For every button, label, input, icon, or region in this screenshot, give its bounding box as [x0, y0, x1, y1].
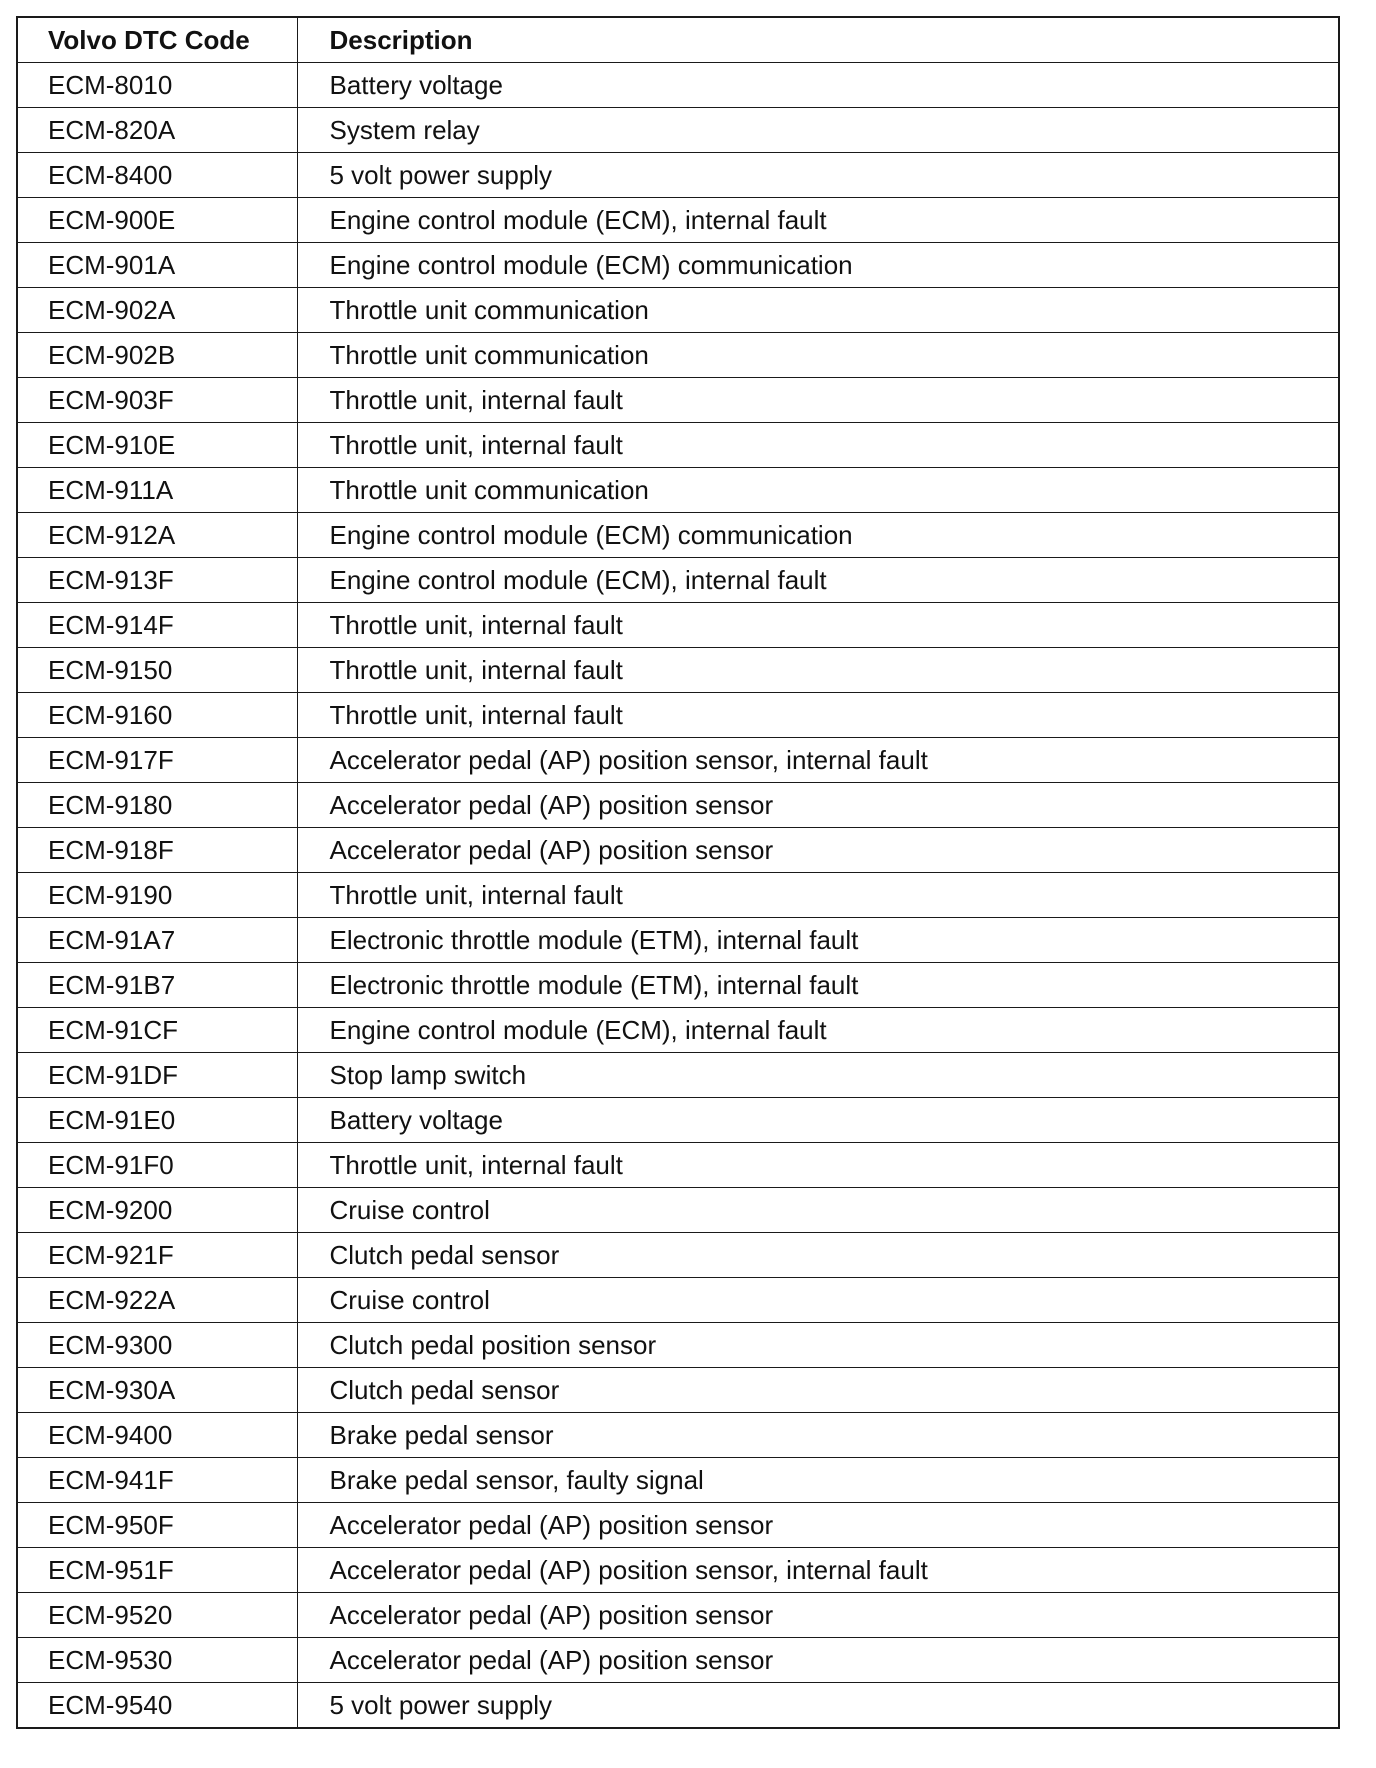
dtc-description-cell: Throttle unit, internal fault [297, 873, 1339, 918]
dtc-code-cell: ECM-91E0 [17, 1098, 297, 1143]
dtc-description-cell: Brake pedal sensor, faulty signal [297, 1458, 1339, 1503]
dtc-code-cell: ECM-9400 [17, 1413, 297, 1458]
table-row [17, 288, 1339, 333]
dtc-code-cell: ECM-930A [17, 1368, 297, 1413]
table-row [17, 423, 1339, 468]
table-row [17, 333, 1339, 378]
table-row [17, 873, 1339, 918]
dtc-code-cell: ECM-91F0 [17, 1143, 297, 1188]
table-row [17, 693, 1339, 738]
table-row [17, 1503, 1339, 1548]
table-row [17, 828, 1339, 873]
table-row [17, 1008, 1339, 1053]
table-row [17, 1638, 1339, 1683]
dtc-description-cell: Cruise control [297, 1278, 1339, 1323]
table-row [17, 648, 1339, 693]
dtc-description-cell: 5 volt power supply [297, 153, 1339, 198]
dtc-description-cell: Throttle unit, internal fault [297, 423, 1339, 468]
table-row [17, 1053, 1339, 1098]
dtc-code-cell: ECM-911A [17, 468, 297, 513]
table-row [17, 1188, 1339, 1233]
dtc-code-cell: ECM-91CF [17, 1008, 297, 1053]
header-description: Description [297, 17, 1339, 63]
table-row [17, 1458, 1339, 1503]
dtc-code-cell: ECM-9150 [17, 648, 297, 693]
dtc-description-cell: Throttle unit, internal fault [297, 1143, 1339, 1188]
dtc-code-cell: ECM-941F [17, 1458, 297, 1503]
dtc-description-cell: Throttle unit communication [297, 288, 1339, 333]
table-row [17, 378, 1339, 423]
dtc-code-cell: ECM-91B7 [17, 963, 297, 1008]
dtc-description-cell: Throttle unit, internal fault [297, 378, 1339, 423]
dtc-description-cell: Clutch pedal sensor [297, 1368, 1339, 1413]
dtc-description-cell: Battery voltage [297, 1098, 1339, 1143]
dtc-description-cell: Electronic throttle module (ETM), internal fault [297, 918, 1339, 963]
table-row [17, 153, 1339, 198]
dtc-code-table [16, 16, 1340, 1729]
table-row [17, 468, 1339, 513]
dtc-description-cell: Brake pedal sensor [297, 1413, 1339, 1458]
table-header [17, 17, 1339, 63]
table-row [17, 1098, 1339, 1143]
dtc-code-cell: ECM-9160 [17, 693, 297, 738]
dtc-code-cell: ECM-820A [17, 108, 297, 153]
dtc-code-cell: ECM-917F [17, 738, 297, 783]
dtc-description-cell: Engine control module (ECM) communication [297, 243, 1339, 288]
table-row [17, 558, 1339, 603]
table-row [17, 63, 1339, 108]
dtc-code-cell: ECM-902B [17, 333, 297, 378]
table-row [17, 603, 1339, 648]
dtc-description-cell: Cruise control [297, 1188, 1339, 1233]
dtc-code-cell: ECM-9530 [17, 1638, 297, 1683]
dtc-code-cell: ECM-8010 [17, 63, 297, 108]
dtc-description-cell: Engine control module (ECM), internal fault [297, 558, 1339, 603]
table-row [17, 738, 1339, 783]
table-row [17, 783, 1339, 828]
dtc-description-cell: Battery voltage [297, 63, 1339, 108]
table-row [17, 918, 1339, 963]
table-row [17, 198, 1339, 243]
dtc-description-cell: Throttle unit, internal fault [297, 648, 1339, 693]
table-row [17, 1548, 1339, 1593]
dtc-code-cell: ECM-9200 [17, 1188, 297, 1233]
dtc-description-cell: Throttle unit communication [297, 468, 1339, 513]
table-row [17, 1143, 1339, 1188]
dtc-description-cell: Throttle unit, internal fault [297, 603, 1339, 648]
dtc-code-cell: ECM-91DF [17, 1053, 297, 1098]
table-row [17, 108, 1339, 153]
dtc-description-cell: Accelerator pedal (AP) position sensor [297, 1503, 1339, 1548]
dtc-description-cell: Throttle unit, internal fault [297, 693, 1339, 738]
dtc-code-cell: ECM-950F [17, 1503, 297, 1548]
dtc-code-cell: ECM-902A [17, 288, 297, 333]
dtc-code-cell: ECM-910E [17, 423, 297, 468]
dtc-description-cell: Accelerator pedal (AP) position sensor [297, 1638, 1339, 1683]
table-row [17, 1323, 1339, 1368]
table-row [17, 243, 1339, 288]
dtc-code-cell: ECM-903F [17, 378, 297, 423]
table-row [17, 1413, 1339, 1458]
dtc-code-cell: ECM-901A [17, 243, 297, 288]
dtc-description-cell: Engine control module (ECM) communication [297, 513, 1339, 558]
table-row [17, 1233, 1339, 1278]
dtc-code-cell: ECM-9520 [17, 1593, 297, 1638]
dtc-description-cell: Accelerator pedal (AP) position sensor [297, 1593, 1339, 1638]
table-body [17, 63, 1339, 1729]
header-code: Volvo DTC Code [17, 17, 297, 63]
dtc-code-cell: ECM-913F [17, 558, 297, 603]
dtc-description-cell: Electronic throttle module (ETM), internal fault [297, 963, 1339, 1008]
dtc-code-cell: ECM-912A [17, 513, 297, 558]
dtc-description-cell: Engine control module (ECM), internal fault [297, 1008, 1339, 1053]
dtc-code-cell: ECM-951F [17, 1548, 297, 1593]
dtc-description-cell: Accelerator pedal (AP) position sensor [297, 783, 1339, 828]
header-row [17, 17, 1339, 63]
table-row [17, 1683, 1339, 1729]
dtc-code-cell: ECM-918F [17, 828, 297, 873]
dtc-code-cell: ECM-900E [17, 198, 297, 243]
dtc-code-cell: ECM-922A [17, 1278, 297, 1323]
dtc-code-cell: ECM-9300 [17, 1323, 297, 1368]
table-row [17, 1593, 1339, 1638]
dtc-code-cell: ECM-9180 [17, 783, 297, 828]
dtc-code-cell: ECM-914F [17, 603, 297, 648]
dtc-description-cell: Accelerator pedal (AP) position sensor [297, 828, 1339, 873]
dtc-code-cell: ECM-91A7 [17, 918, 297, 963]
table-row [17, 1368, 1339, 1413]
dtc-description-cell: Stop lamp switch [297, 1053, 1339, 1098]
dtc-description-cell: Clutch pedal position sensor [297, 1323, 1339, 1368]
dtc-description-cell: Engine control module (ECM), internal fault [297, 198, 1339, 243]
dtc-description-cell: Clutch pedal sensor [297, 1233, 1339, 1278]
table-row [17, 513, 1339, 558]
dtc-code-cell: ECM-9190 [17, 873, 297, 918]
dtc-description-cell: Accelerator pedal (AP) position sensor, internal fault [297, 1548, 1339, 1593]
dtc-code-cell: ECM-8400 [17, 153, 297, 198]
dtc-description-cell: System relay [297, 108, 1339, 153]
table-row [17, 1278, 1339, 1323]
dtc-description-cell: Accelerator pedal (AP) position sensor, internal fault [297, 738, 1339, 783]
dtc-description-cell: 5 volt power supply [297, 1683, 1339, 1729]
dtc-code-cell: ECM-9540 [17, 1683, 297, 1729]
dtc-code-cell: ECM-921F [17, 1233, 297, 1278]
table-row [17, 963, 1339, 1008]
dtc-description-cell: Throttle unit communication [297, 333, 1339, 378]
